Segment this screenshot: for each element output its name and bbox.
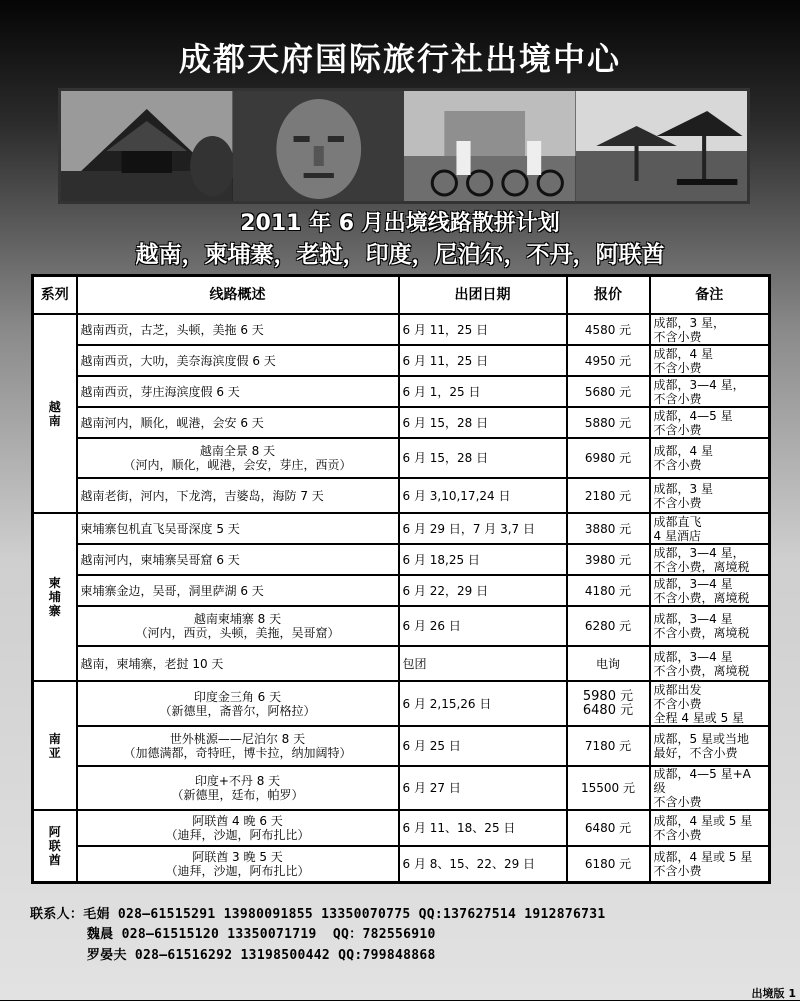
table-row xyxy=(33,478,770,513)
note-cell: 成都，3—4 星 不含小费，离境税 xyxy=(650,606,770,646)
plan-subtitle: 2011 年 6 月出境线路散拼计划 xyxy=(240,211,560,236)
header-route: 线路概述 xyxy=(77,276,399,315)
date-cell: 6 月 3,10,17,24 日 xyxy=(399,478,567,513)
route-cell: 越南河内，顺化，岘港，会安 6 天 xyxy=(77,407,399,438)
table-row xyxy=(33,544,770,575)
price-cell: 7180 元 xyxy=(567,726,650,766)
route-cell: 阿联酋 4 晚 6 天 （迪拜，沙迦，阿布扎比） xyxy=(77,810,399,846)
route-cell: 印度+不丹 8 天 （新德里，廷布，帕罗） xyxy=(77,766,399,810)
note-cell: 成都，4 星 不含小费 xyxy=(650,438,770,478)
price-cell: 5880 元 xyxy=(567,407,650,438)
note-cell: 成都，4 星 不含小费 xyxy=(650,345,770,376)
header-date: 出团日期 xyxy=(399,276,567,315)
date-cell: 6 月 1，25 日 xyxy=(399,376,567,407)
table-row xyxy=(33,407,770,438)
table-row xyxy=(33,513,770,544)
price-cell: 6980 元 xyxy=(567,438,650,478)
table-row xyxy=(33,575,770,606)
date-cell: 6 月 11，25 日 xyxy=(399,345,567,376)
table-row xyxy=(33,810,770,846)
price-cell: 15500 元 xyxy=(567,766,650,810)
table-row xyxy=(33,846,770,882)
route-cell: 越南全景 8 天 （河内，顺化，岘港，会安，芽庄，西贡） xyxy=(77,438,399,478)
cyclists-photo xyxy=(404,91,576,201)
region-cell-vietnam: 越 南 xyxy=(33,314,77,513)
route-cell: 阿联酋 3 晚 5 天 （迪拜，沙迦，阿布扎比） xyxy=(77,846,399,882)
countries-line: 越南，柬埔寨，老挝，印度，尼泊尔，不丹，阿联酋 xyxy=(135,242,665,268)
date-cell: 包团 xyxy=(399,646,567,681)
date-cell: 6 月 11、18、25 日 xyxy=(399,810,567,846)
route-cell: 越南老街，河内，下龙湾，吉婆岛，海防 7 天 xyxy=(77,478,399,513)
price-cell: 6180 元 xyxy=(567,846,650,882)
header-note: 备注 xyxy=(650,276,770,315)
date-cell: 6 月 15，28 日 xyxy=(399,407,567,438)
route-cell: 越南西贡，芽庄海滨度假 6 天 xyxy=(77,376,399,407)
date-cell: 6 月 22，29 日 xyxy=(399,575,567,606)
table-row xyxy=(33,314,770,345)
note-cell: 成都直飞 4 星酒店 xyxy=(650,513,770,544)
table-header-row xyxy=(33,276,770,315)
price-cell: 4180 元 xyxy=(567,575,650,606)
route-cell: 越南西贡，大叻，美奈海滨度假 6 天 xyxy=(77,345,399,376)
stone-face-photo xyxy=(233,91,405,201)
contact-line-1: 联系人：毛娟 028—61515291 13980091855 13350070775 QQ:137627514 1912876731 xyxy=(30,907,606,922)
note-cell: 成都，4 星或 5 星 不含小费 xyxy=(650,846,770,882)
table-row xyxy=(33,438,770,478)
region-cell-cambodia: 柬 埔 寨 xyxy=(33,513,77,681)
route-cell: 印度金三角 6 天 （新德里，斋普尔，阿格拉） xyxy=(77,681,399,726)
table-row xyxy=(33,606,770,646)
note-cell: 成都，5 星或当地 最好，不含小费 xyxy=(650,726,770,766)
route-cell: 越南河内，柬埔寨吴哥窟 6 天 xyxy=(77,544,399,575)
note-cell: 成都，4 星或 5 星 不含小费 xyxy=(650,810,770,846)
date-cell: 6 月 26 日 xyxy=(399,606,567,646)
table-row xyxy=(33,376,770,407)
price-cell: 3980 元 xyxy=(567,544,650,575)
date-cell: 6 月 15，28 日 xyxy=(399,438,567,478)
temple-photo xyxy=(61,91,233,201)
table-row xyxy=(33,345,770,376)
note-cell: 成都出发 不含小费 全程 4 星或 5 星 xyxy=(650,681,770,726)
date-cell: 6 月 11，25 日 xyxy=(399,314,567,345)
price-cell: 3880 元 xyxy=(567,513,650,544)
note-cell: 成都，3—4 星 不含小费，离境税 xyxy=(650,575,770,606)
note-cell: 成都，3—4 星， 不含小费，离境税 xyxy=(650,544,770,575)
date-cell: 6 月 25 日 xyxy=(399,726,567,766)
route-cell: 越南西贡，古芝，头顿，美拖 6 天 xyxy=(77,314,399,345)
routes-table xyxy=(31,274,771,884)
note-cell: 成都，4—5 星 不含小费 xyxy=(650,407,770,438)
region-cell-south_asia: 南 亚 xyxy=(33,681,77,810)
price-cell: 5980 元 6480 元 xyxy=(567,681,650,726)
price-cell: 6480 元 xyxy=(567,810,650,846)
date-cell: 6 月 29 日，7 月 3,7 日 xyxy=(399,513,567,544)
route-cell: 越南柬埔寨 8 天 （河内，西贡，头顿，美拖，吴哥窟） xyxy=(77,606,399,646)
price-cell: 4580 元 xyxy=(567,314,650,345)
route-cell: 越南，柬埔寨，老挝 10 天 xyxy=(77,646,399,681)
table-row xyxy=(33,681,770,726)
price-cell: 电询 xyxy=(567,646,650,681)
note-cell: 成都，3—4 星， 不含小费 xyxy=(650,376,770,407)
table-row xyxy=(33,646,770,681)
region-cell-uae: 阿 联 酋 xyxy=(33,810,77,882)
note-cell: 成都，3 星 不含小费 xyxy=(650,478,770,513)
table-row xyxy=(33,766,770,810)
photo-banner xyxy=(58,88,750,204)
beach-umbrella-photo xyxy=(576,91,748,201)
contact-line-3: 罗晏夫 028—61516292 13198500442 QQ:799848868 xyxy=(30,948,436,963)
header-price: 报价 xyxy=(567,276,650,315)
date-cell: 6 月 2,15,26 日 xyxy=(399,681,567,726)
price-cell: 2180 元 xyxy=(567,478,650,513)
price-cell: 6280 元 xyxy=(567,606,650,646)
table-row xyxy=(33,726,770,766)
page-tag: 出境版 1 xyxy=(751,987,796,1000)
price-cell: 5680 元 xyxy=(567,376,650,407)
note-cell: 成都，3—4 星 不含小费，离境税 xyxy=(650,646,770,681)
page-title: 成都天府国际旅行社出境中心 xyxy=(178,40,621,78)
price-cell: 4950 元 xyxy=(567,345,650,376)
date-cell: 6 月 27 日 xyxy=(399,766,567,810)
route-cell: 柬埔寨金边，吴哥，洞里萨湖 6 天 xyxy=(77,575,399,606)
date-cell: 6 月 18,25 日 xyxy=(399,544,567,575)
date-cell: 6 月 8、15、22、29 日 xyxy=(399,846,567,882)
note-cell: 成都，4—5 星+A 级 不含小费 xyxy=(650,766,770,810)
header-series: 系列 xyxy=(33,276,77,315)
contact-line-2: 魏晨 028—61515120 13350071719 QQ：782556910 xyxy=(30,927,436,942)
route-cell: 世外桃源——尼泊尔 8 天 （加德满都，奇特旺，博卡拉，纳加阔特） xyxy=(77,726,399,766)
route-cell: 柬埔寨包机直飞吴哥深度 5 天 xyxy=(77,513,399,544)
note-cell: 成都，3 星， 不含小费 xyxy=(650,314,770,345)
